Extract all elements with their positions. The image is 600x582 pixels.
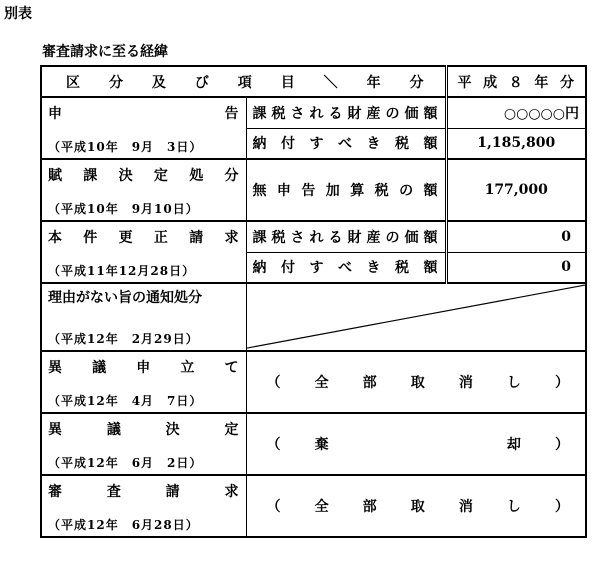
- table-row: [41, 475, 586, 537]
- remark-char: 取: [410, 499, 425, 515]
- item-value-cell: [446, 97, 586, 128]
- row-category-declaration: [41, 97, 246, 159]
- row-category-objection: [41, 351, 246, 413]
- remark-char: 消: [458, 375, 473, 391]
- table-row: [41, 221, 586, 252]
- item-value: 0: [561, 259, 571, 276]
- header-left-char: 分: [108, 74, 124, 91]
- remark-cell: [246, 475, 586, 537]
- item-label-cell: [246, 252, 446, 283]
- remark-cell: [246, 413, 586, 475]
- remark-char: ）: [554, 437, 569, 453]
- remark-char: 棄: [314, 437, 329, 453]
- category-label: 異 議 申 立 て: [48, 360, 240, 376]
- remark-char: し: [506, 499, 521, 515]
- remark-char: し: [506, 375, 521, 391]
- category-date: （平成12年 4月 7日）: [48, 394, 203, 408]
- item-label-cell: [246, 221, 446, 252]
- remark-cell: [246, 351, 586, 413]
- item-label-cell: [246, 97, 446, 128]
- diagonal-line: [247, 284, 586, 350]
- category-date: （平成12年 6月28日）: [48, 518, 199, 532]
- header-left-char: 区: [66, 74, 81, 91]
- remark-text: [253, 372, 580, 392]
- item-label: 課税される財産の価額: [252, 229, 439, 246]
- row-category-notice: [41, 283, 246, 351]
- remark-char: （: [266, 499, 281, 515]
- item-value: ○○○○○円: [503, 105, 579, 122]
- item-label: 課税される財産の価額: [252, 105, 439, 122]
- category-date: （平成11年12月28日）: [48, 264, 196, 278]
- remark-char: 消: [458, 499, 473, 515]
- remark-text: [253, 434, 580, 454]
- remark-char: ）: [554, 375, 569, 391]
- remark-char: （: [266, 437, 281, 453]
- category-date: （平成10年 9月10日）: [48, 202, 199, 216]
- header-left-char: ＼: [323, 74, 339, 91]
- table-row: [41, 97, 586, 128]
- remark-char: 却: [506, 437, 521, 453]
- row-category-review: [41, 475, 246, 537]
- section-title: 審査請求に至る経緯: [42, 44, 168, 60]
- item-value-cell: [446, 128, 586, 159]
- category-label: 異 議 決 定: [48, 422, 240, 438]
- table-row: [41, 351, 586, 413]
- header-left-char: 及: [151, 74, 167, 91]
- category-label: 賦 課 決 定 処 分: [48, 168, 240, 184]
- row-category-objection-decision: [41, 413, 246, 475]
- item-value-cell: [446, 252, 586, 283]
- item-label: 納 付 す べ き 税 額: [252, 136, 439, 153]
- remark-char: 部: [362, 499, 377, 515]
- table-row: [41, 283, 586, 351]
- row-category-correction: [41, 221, 246, 283]
- page-label: 別表: [4, 6, 32, 22]
- remark-char: 取: [410, 375, 425, 391]
- item-value: 1,185,800: [477, 135, 556, 152]
- item-value-cell: [446, 221, 586, 252]
- item-label: 無申告加算税の額: [252, 183, 439, 199]
- table-row: [41, 159, 586, 221]
- remark-char: 部: [362, 375, 377, 391]
- remark-char: （: [266, 375, 281, 391]
- header-left-label: [66, 72, 425, 92]
- header-left-cell: [41, 66, 446, 97]
- item-value: 0: [561, 228, 571, 245]
- table-row: [41, 413, 586, 475]
- header-left-char: 年: [366, 74, 382, 91]
- category-label: 審 査 請 求: [48, 484, 240, 500]
- item-label-cell: [246, 159, 446, 221]
- row-category-assessment: [41, 159, 246, 221]
- header-left-char: 項: [237, 74, 253, 91]
- header-left-char: 分: [409, 74, 425, 91]
- item-label-cell: [246, 128, 446, 159]
- remark-char: 全: [314, 375, 329, 391]
- item-value: 177,000: [484, 182, 548, 198]
- header-left-char: 目: [280, 74, 296, 91]
- category-date: （平成10年 9月 3日）: [48, 140, 203, 154]
- category-date: （平成12年 6月 2日）: [48, 456, 203, 470]
- header-left-char: び: [194, 74, 210, 91]
- diagonal-blank-cell: [246, 283, 586, 351]
- category-date: （平成12年 2月29日）: [48, 332, 199, 346]
- header-year-label: 平成８年分: [457, 74, 575, 91]
- header-year-cell: [446, 66, 586, 97]
- item-value-cell: [446, 159, 586, 221]
- remark-char: ）: [554, 499, 569, 515]
- table-header-row: [41, 66, 586, 97]
- item-label: 納 付 す べ き 税 額: [252, 260, 439, 277]
- category-label: 申 告: [48, 106, 240, 122]
- category-label: 本 件 更 正 請 求: [48, 230, 240, 246]
- remark-char: 全: [314, 499, 329, 515]
- category-label: 理由がない旨の通知処分: [48, 290, 202, 306]
- remark-text: [253, 496, 580, 516]
- history-table: [40, 65, 587, 538]
